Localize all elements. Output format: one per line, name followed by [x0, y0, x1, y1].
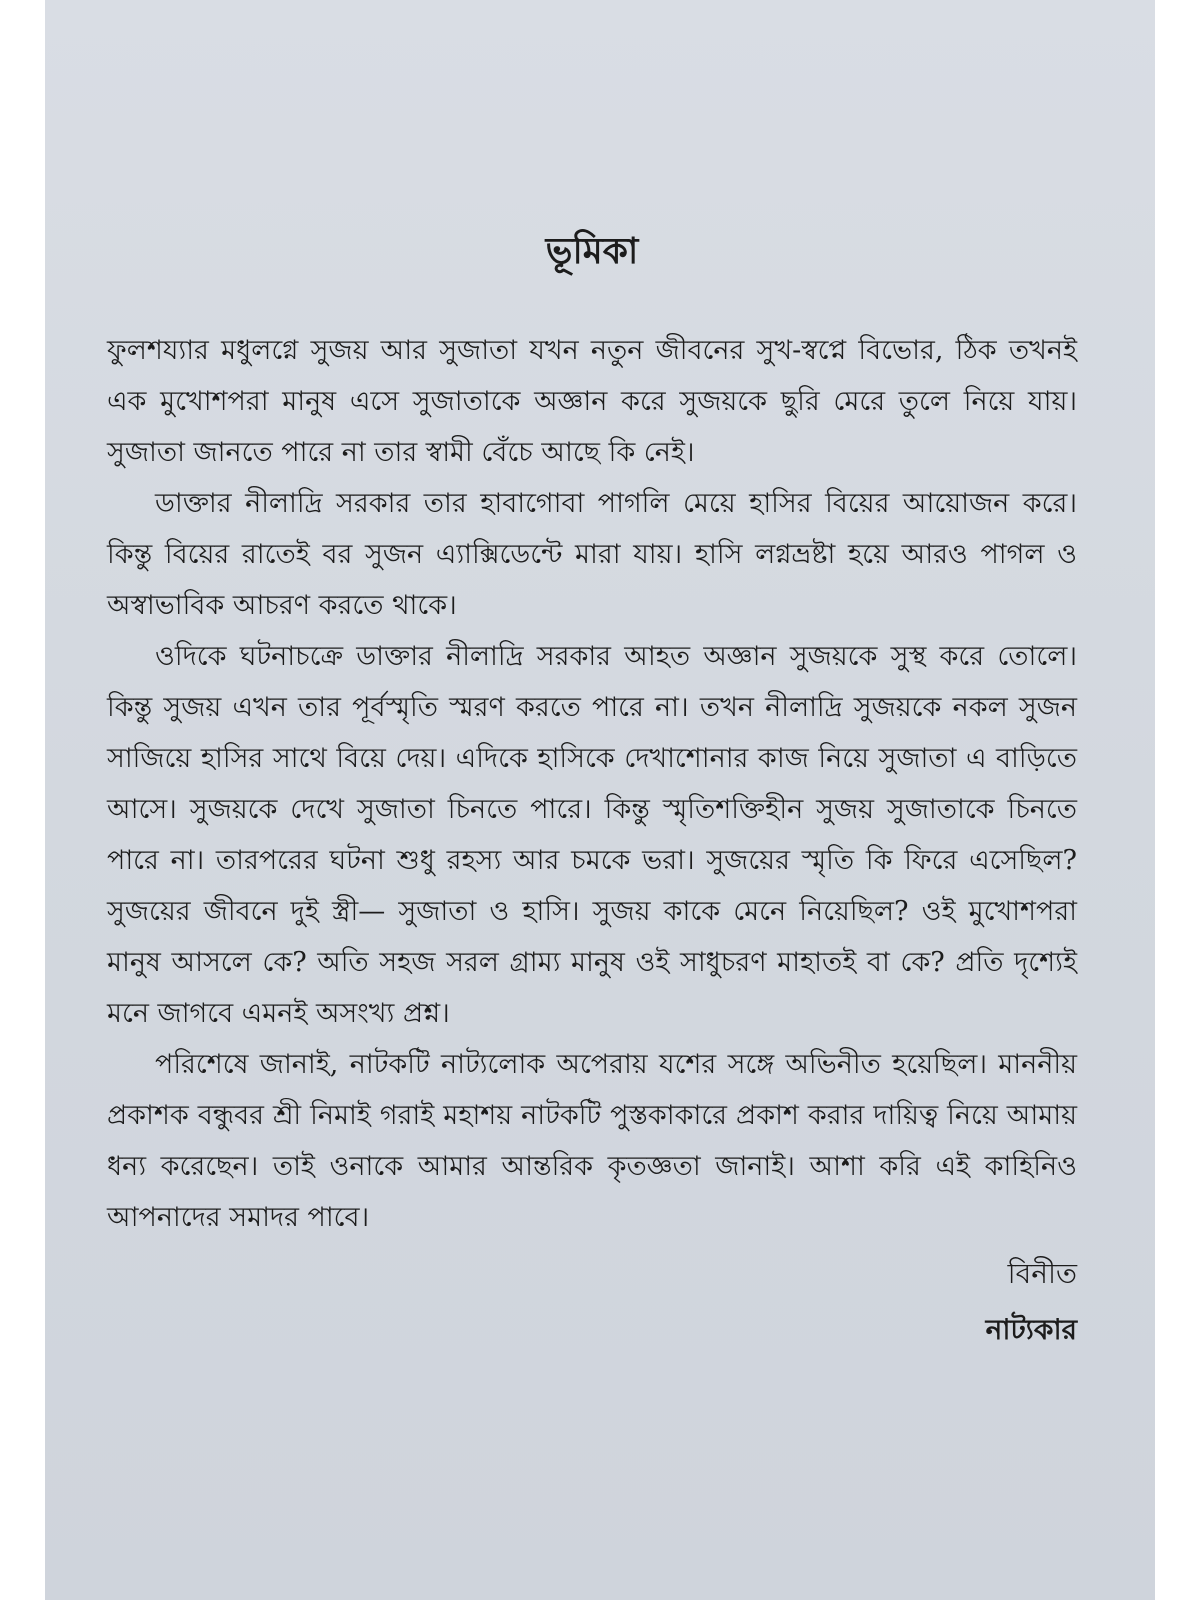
closing-text: বিনীত	[1007, 1257, 1077, 1291]
paragraph-4: পরিশেষে জানাই, নাটকটি নাট্যলোক অপেরায় যশের সঙ্গে অভিনীত হয়েছিল। মাননীয় প্রকাশক বন্ধুবর শ্রী নিমাই গরাই মহাশয় নাটকটি পুস্তকাকারে প্রকাশ করার দায়িত্ব নিয়ে আমায় ধন্য করেছেন। তাই ওনাকে আমার আন্তরিক কৃতজ্ঞতা জানাই। আশা করি এই কাহিনিও আপনাদের সমাদর পাবে।	[107, 1049, 1077, 1234]
book-page	[45, 0, 1155, 1600]
paragraph-3: ওদিকে ঘটনাচক্রে ডাক্তার নীলাদ্রি সরকার আহত অজ্ঞান সুজয়কে সুস্থ করে তোলে। কিন্তু সুজয় এখন তার পূর্বস্মৃতি স্মরণ করতে পারে না। তখন নীলাদ্রি সুজয়কে নকল সুজন সাজিয়ে হাসির সাথে বিয়ে দেয়। এদিকে হাসিকে দেখাশোনার কাজ নিয়ে সুজাতা এ বাড়িতে আসে। সুজয়কে দেখে সুজাতা চিনতে পারে। কিন্তু স্মৃতিশক্তিহীন সুজয় সুজাতাকে চিনতে পারে না। তারপরের ঘটনা শুধু রহস্য আর চমকে ভরা। সুজয়ের স্মৃতি কি ফিরে এসেছিল? সুজয়ের জীবনে দুই স্ত্রী— সুজাতা ও হাসি। সুজয় কাকে মেনে নিয়েছিল? ওই মুখোশপরা মানুষ আসলে কে? অতি সহজ সরল গ্রাম্য মানুষ ওই সাধুচরণ মাহাতই বা কে? প্রতি দৃশ্যেই মনে জাগবে এমনই অসংখ্য প্রশ্ন।	[107, 641, 1077, 1030]
preface-content	[107, 230, 1077, 1355]
author-signature: নাট্যকার	[985, 1313, 1077, 1347]
paragraph-2: ডাক্তার নীলাদ্রি সরকার তার হাবাগোবা পাগলি মেয়ে হাসির বিয়ের আয়োজন করে। কিন্তু বিয়ের রাতেই বর সুজন এ্যাক্সিডেন্টে মারা যায়। হাসি লগ্নভ্রষ্টা হয়ে আরও পাগল ও অস্বাভাবিক আচরণ করতে থাকে।	[107, 488, 1077, 622]
paragraph-1: ফুলশয্যার মধুলগ্নে সুজয় আর সুজাতা যখন নতুন জীবনের সুখ-স্বপ্নে বিভোর, ঠিক তখনই এক মুখোশপরা মানুষ এসে সুজাতাকে অজ্ঞান করে সুজয়কে ছুরি মেরে তুলে নিয়ে যায়। সুজাতা জানতে পারে না তার স্বামী বেঁচে আছে কি নেই।	[107, 335, 1077, 469]
page-title: ভূমিকা	[545, 230, 639, 272]
